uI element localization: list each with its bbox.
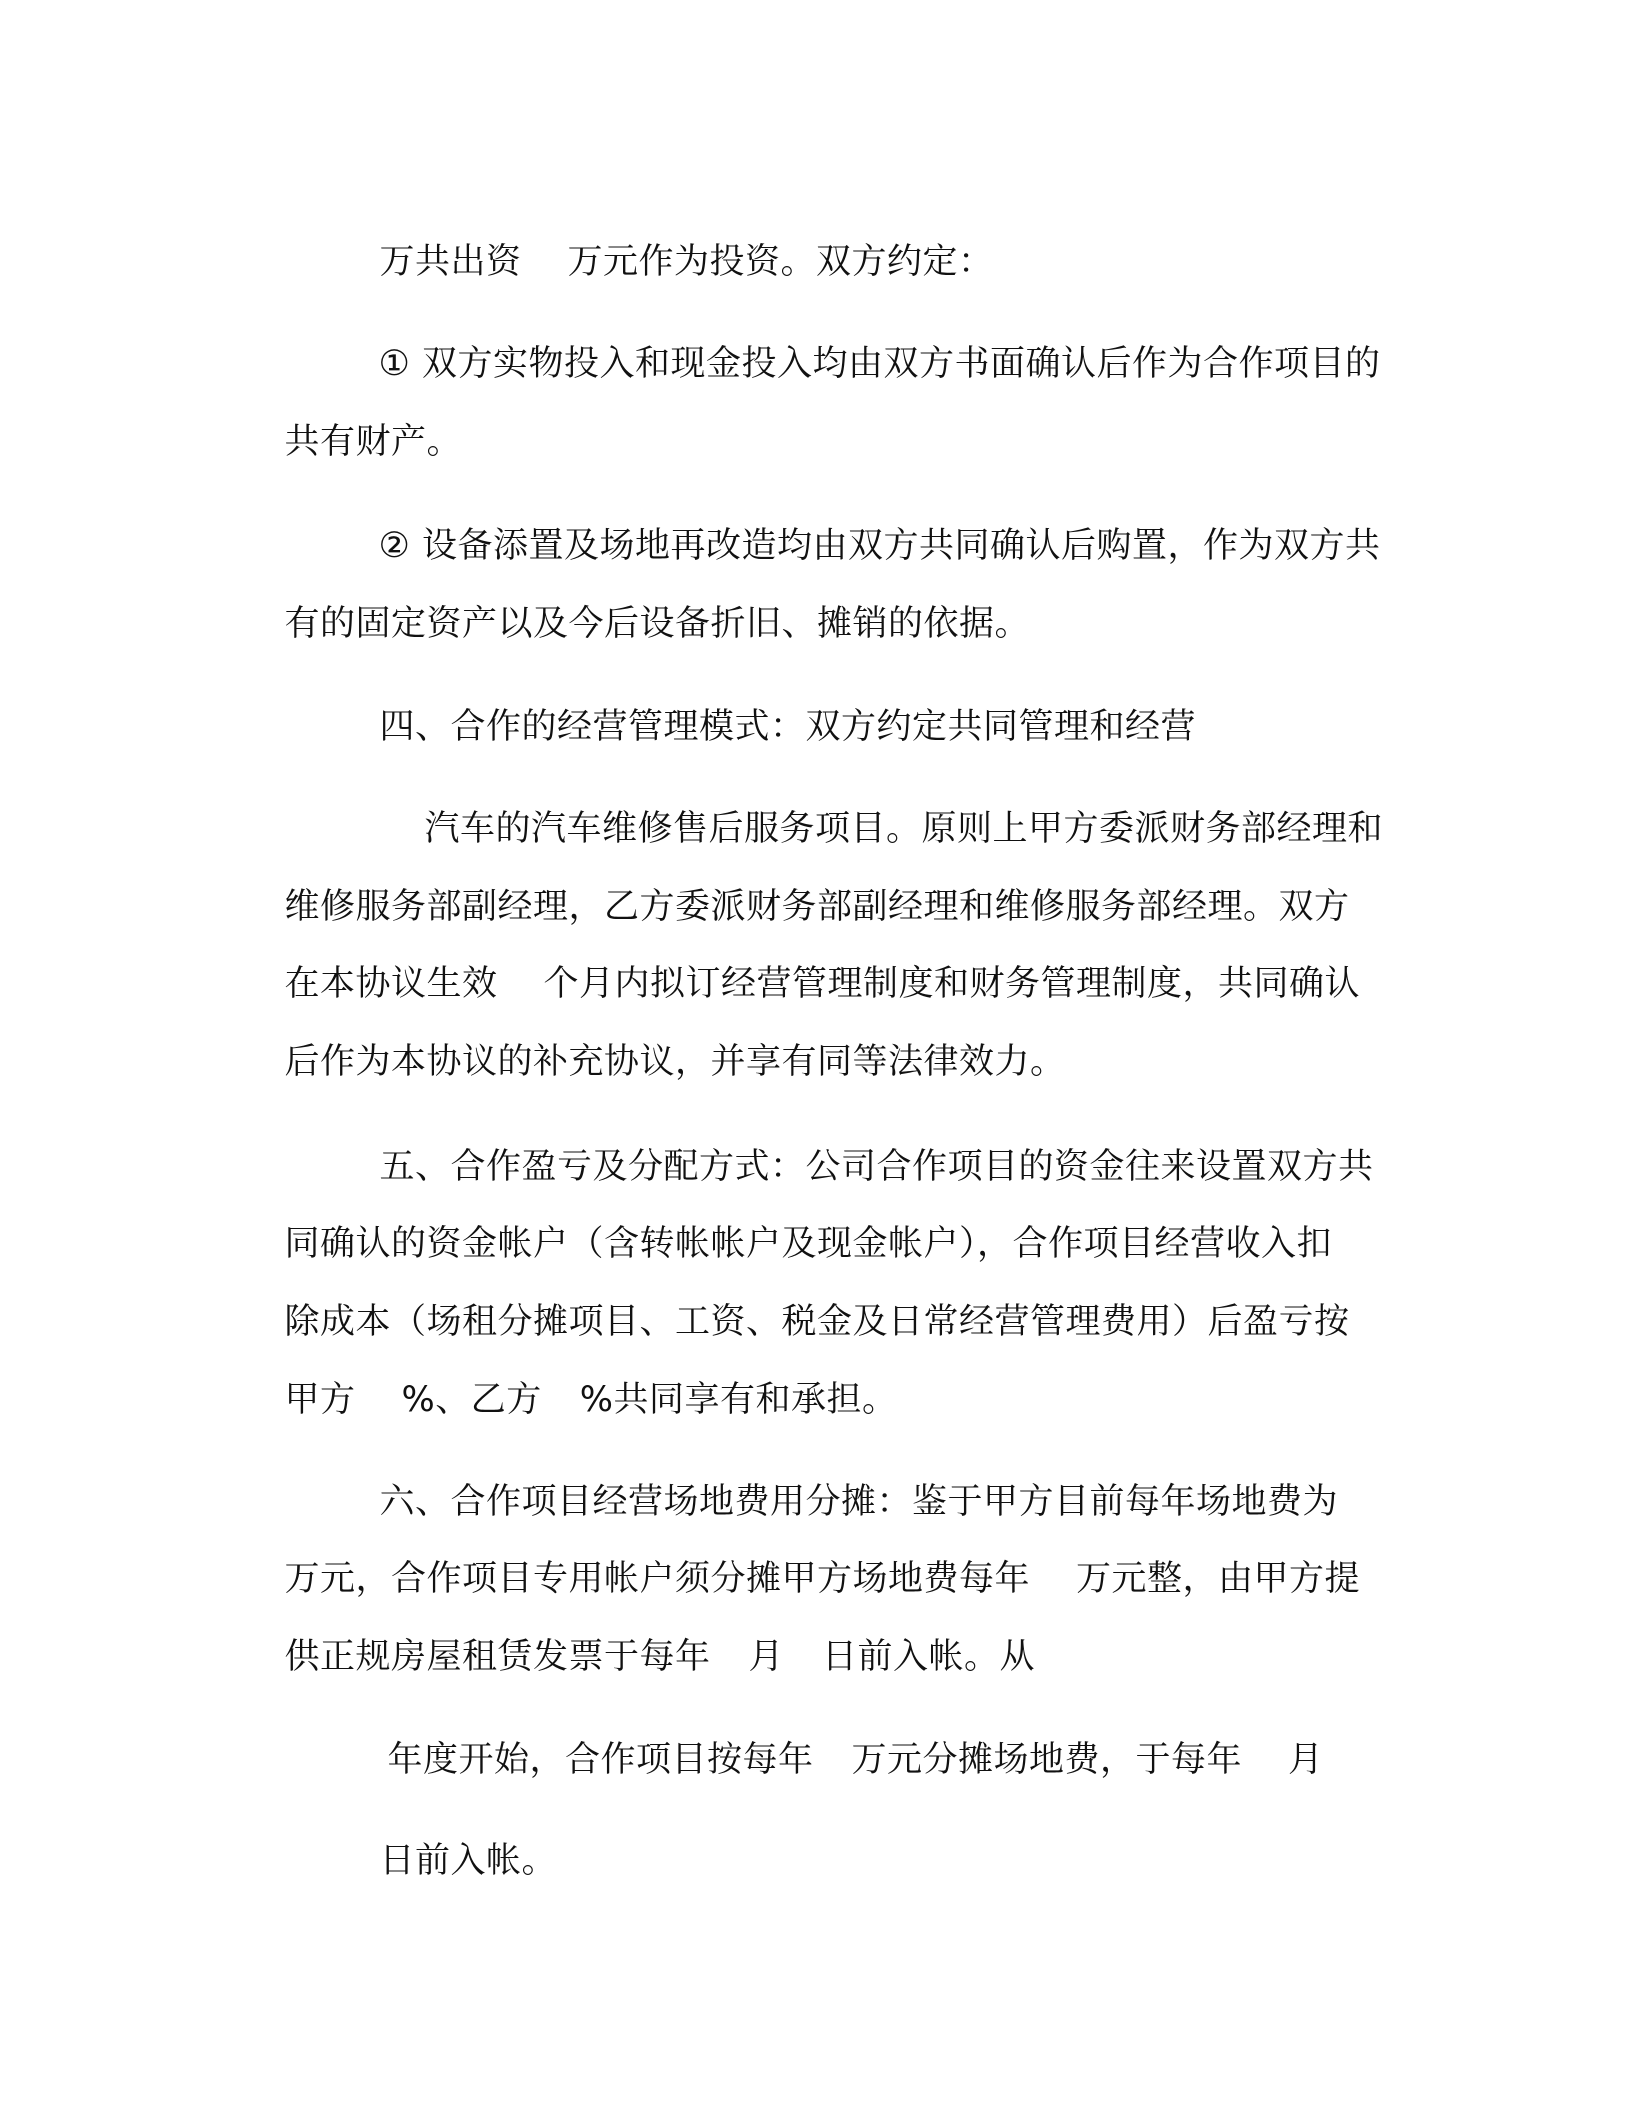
text-segment: ① 双方实物投入和现金投入均由双方书面确认后作为合作项目的 bbox=[378, 344, 1381, 384]
text-segment: 同确认的资金帐户（含转帐帐户及现金帐户），合作项目经营收入扣 bbox=[284, 1224, 1333, 1264]
text-segment: 万元分摊场地费，于每年 bbox=[851, 1740, 1243, 1780]
text-segment: 月 bbox=[748, 1637, 785, 1677]
text-segment: 除成本（场租分摊项目、工资、税金及日常经营管理费用）后盈亏按 bbox=[284, 1302, 1350, 1342]
text-segment: 万元整，由甲方提 bbox=[1076, 1559, 1361, 1599]
text-segment: 个月内拟订经营管理制度和财务管理制度，共同确认 bbox=[543, 964, 1361, 1004]
text-segment: 共有财产。 bbox=[284, 422, 463, 462]
text-segment: 后作为本协议的补充协议，并享有同等法律效力。 bbox=[284, 1042, 1066, 1082]
text-line-19 bbox=[333, 1795, 557, 1927]
text-segment: 汽车的汽车维修售后服务项目。原则上甲方委派财务部经理和 bbox=[424, 809, 1384, 849]
text-segment: 月 bbox=[1288, 1740, 1324, 1780]
text-segment: 年度开始，合作项目按每年 bbox=[387, 1740, 814, 1780]
text-segment: 六、合作项目经营场地费用分摊：鉴于甲方目前每年场地费为 bbox=[379, 1482, 1339, 1522]
text-segment: 有的固定资产以及今后设备折旧、摊销的依据。 bbox=[284, 604, 1031, 644]
text-segment: 四、合作的经营管理模式：双方约定共同管理和经营 bbox=[379, 707, 1197, 747]
text-segment: 供正规房屋租赁发票于每年 bbox=[284, 1637, 711, 1677]
text-segment: 日前入帐。从 bbox=[822, 1637, 1036, 1677]
text-segment: 维修服务部副经理，乙方委派财务部副经理和维修服务部经理。双方 bbox=[284, 887, 1350, 927]
text-segment: ② 设备添置及场地再改造均由双方共同确认后购置，作为双方共 bbox=[378, 526, 1381, 566]
text-segment: 日前入帐。 bbox=[379, 1841, 558, 1881]
text-segment: 五、合作盈亏及分配方式：公司合作项目的资金往来设置双方共 bbox=[379, 1147, 1374, 1187]
text-segment: 在本协议生效 bbox=[284, 964, 498, 1004]
text-segment: 万元，合作项目专用帐户须分摊甲方场地费每年 bbox=[284, 1559, 1031, 1599]
text-segment: 甲方 bbox=[284, 1380, 356, 1420]
text-segment: 万元作为投资。双方约定： bbox=[567, 242, 994, 282]
text-segment: 万共出资 bbox=[379, 242, 522, 282]
text-line-2 bbox=[332, 298, 1381, 430]
text-segment: %、乙方 bbox=[401, 1380, 542, 1420]
text-segment: %共同享有和承担。 bbox=[579, 1380, 898, 1420]
